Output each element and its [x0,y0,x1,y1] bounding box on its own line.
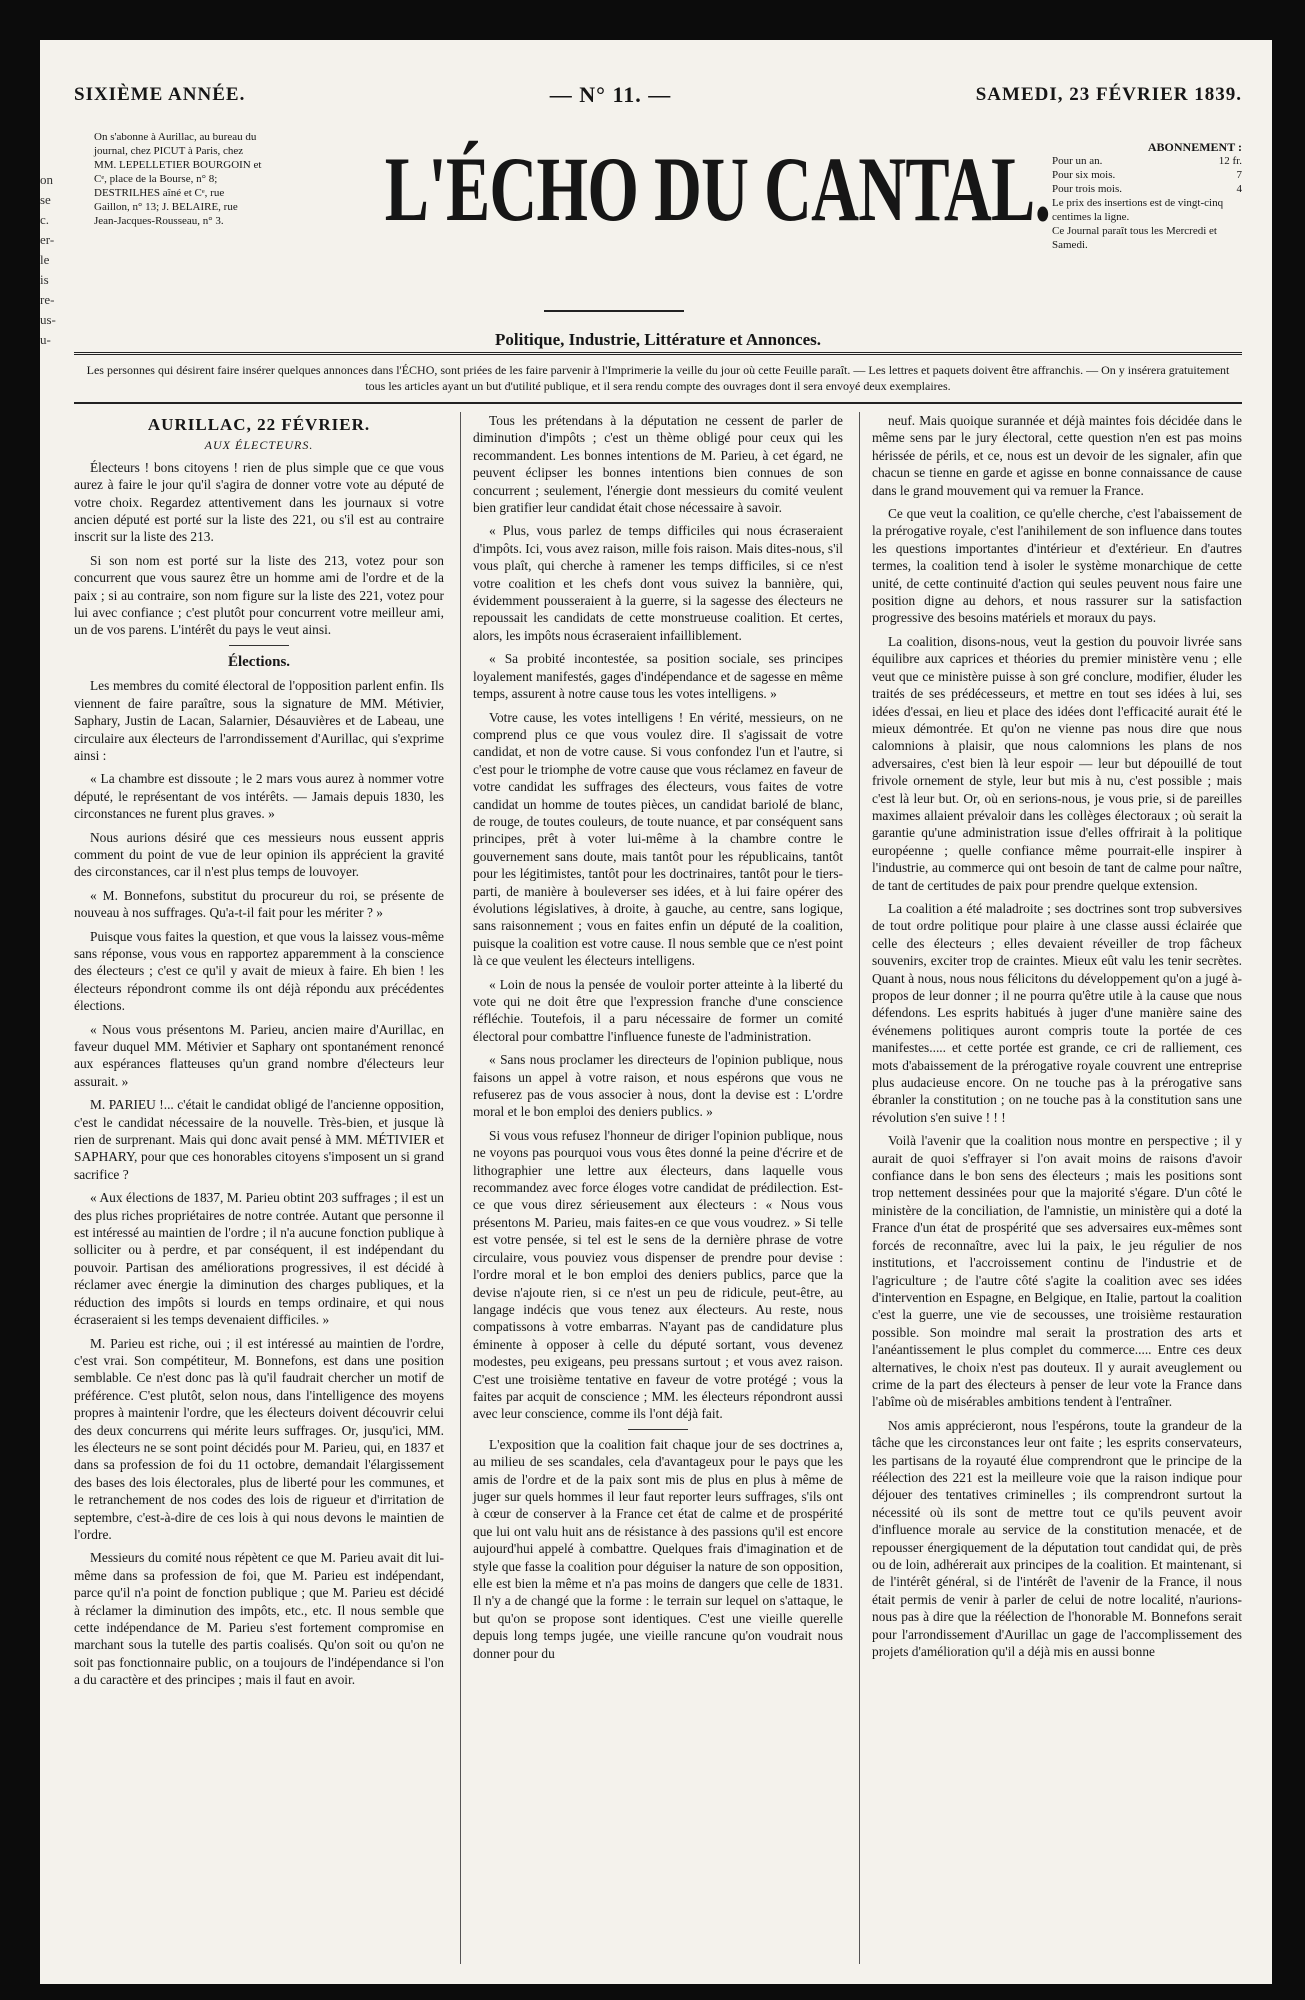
edge-line: u- [40,332,51,347]
paragraph: « Loin de nous la pensée de vouloir porter atteinte à la liberté du vote qui ne doit être que l'expression franche d'une conscience réfléchie. Toutefois, il a paru nécessaire de former un comité électoral pour combattre l'influence funeste de l'administration. [473,976,843,1044]
paragraph: Voilà l'avenir que la coalition nous montre en perspective ; il y aurait de quoi s'effrayer si l'on avait moins de raisons d'avoir confiance dans le bon sens des électeurs ; mais les positions sont trop nettement dessinées pour que la majorité s'égare. D'un côté le ministère de la conciliation, de l'amnistie, un ministère qui a doté la France d'un état de prospérité que ses adversaires eux-mêmes sont forcés de reconnaître, avec lui la paix, le jeu régulier de nos institutions, et l'accroissement continu de l'industrie et de l'agriculture ; de l'autre côté s'agite la coalition avec ses idées d'intervention en Espagne, en Belgique, en Italie, partout la coalition c'est la guerre, une vie de secousses, une troisième restauration possible. Son moindre mal serait la prostration des arts et l'anéantissement le plus complet du commerce..... Entre ces deux alternatives, le choix n'est pas douteux. Il y aurait aveuglement ou crime de la part des électeurs à penser de leur vote la France dans l'abîme où de misérables ambitions tendent à l'entraîner. [872,1133,1242,1410]
price-value: 4 [1236,183,1242,195]
paragraph: neuf. Mais quoique surannée et déjà maintes fois décidée dans le même sens par le jury électoral, cette question n'en est pas moins hérissée de périls, et ce, nous est un devoir de les signaler, afin que chacun se tienne en garde et agisse en bonne connaissance de cause dans le grand mouvement qui va remuer la France. [872,413,1242,498]
paragraph: Nos amis apprécieront, nous l'espérons, toute la grandeur de la tâche que les circonstances leur ont faite ; les esprits conservateurs, les partisans de la royauté élue comprendront que le principe de la réélection des 221 est la meilleure voie que la raison indique pour déjouer des tentatives criminelles ; ils comprendront surtout la nécessité où ils sont de mettre tout ce qu'ils peuvent avoir d'influence morale au service de la constitution menacée, et de repousser énergiquement de la députation tout candidat qui, de près ou de loin, adhérerait aux principes de la coalition. Et maintenant, si de l'intérêt général, si de l'intérêt de l'avenir de la France, il nous était permis de venir à parler de celui de notre localité, n'aurions-nous pas à dire que la réélection de l'honorable M. Bonnefons serait pour l'arrondissement d'Aurillac un gage de l'accomplissement des projets d'amélioration qu'il a déjà mis en aussi bonne [872,1417,1242,1660]
paragraph: Si son nom est porté sur la liste des 213, votez pour son concurrent que vous saurez être un homme ami de l'ordre et de la paix ; si au contraire, son nom figure sur la liste des 221, votez pour lui avec confiance ; c'est plutôt pour concurrent votre meilleur ami, un de vos parens. L'intérêt du pays le veut ainsi. [74,552,444,638]
section-heading: Élections. [227,653,291,670]
paragraph: Nous aurions désiré que ces messieurs nous eussent appris comment du point de vue de leur opinion ils apprécient la gravité des circonstances, car il n'est plus temps de louvoyer. [74,829,444,880]
column-1 [74,412,444,1964]
paragraph: Ce que veut la coalition, ce qu'elle cherche, c'est l'abaissement de la prérogative royale, c'est l'anihilement de son influence dans toutes les questions importantes d'intérieur et d'extérieur. En d'autres termes, la coalition tend à isoler le système monarchique de cette unité, de cette continuité d'action qui seules peuvent nous faire une position digne au dehors, et nous rassurer sur la satisfaction progressive des besoins matériels et moraux du pays. [872,506,1242,626]
separator [628,1429,688,1430]
insertion-price-note: Le prix des insertions est de vingt-cinq centimes la ligne. [1052,197,1224,223]
price-value: 7 [1236,169,1242,181]
separator [229,645,289,646]
paragraph: Électeurs ! bons citoyens ! rien de plus simple que ce que vous aurez à faire le jour qu'il s'agira de donner votre vote au député de votre choix. Regardez attentivement dans les journaux si votre ancien député est porté sur la liste des 221, ou s'il est au contraire inscrit sur la liste des 213. [74,459,444,545]
newspaper-subtitle: Politique, Industrie, Littérature et Annonces. [495,330,821,349]
paragraph: « Sa probité incontestée, sa position sociale, ses principes loyalement manifestés, gages d'indépendance et de sagesse en même temps, assurent à notre cause tous les votes intelligens. » [473,651,843,702]
price-label: Pour trois mois. [1052,183,1122,195]
article-columns [74,412,1242,1964]
adjacent-page-edge [40,170,74,570]
column-3 [859,412,1242,1964]
paragraph: Messieurs du comité nous répètent ce que M. Parieu avait dit lui-même dans sa profession de foi, que M. Parieu est indépendant, parce qu'il n'a point de fonction publique ; que M. Parieu est décidé à réclamer la diminution des impôts, etc., etc. Il nous semble que cette indépendance de M. Parieu s'est fortement compromise en marchant sous la tutelle des partis coalisés. Qu'on soit ou qu'on ne soit pas fonctionnaire public, on a toujours de l'indépendance si l'on a du caractère et des principes ; mais il faut en avoir. [74,1550,444,1688]
edge-line: le [40,252,50,267]
price-label: Pour un an. [1052,155,1103,167]
edge-line: us- [40,312,56,327]
column-2 [460,412,843,1964]
ornament-rule [544,310,684,312]
paragraph: « La chambre est dissoute ; le 2 mars vous aurez à nommer votre député, le représentant de vos intérêts. — Jamais depuis 1830, les circonstances ne furent plus graves. » [74,771,444,822]
notice-rule [74,402,1242,404]
article-subheading: AUX ÉLECTEURS. [204,438,314,453]
abonnement-heading: ABONNEMENT : [1147,140,1242,154]
paragraph: « Plus, vous parlez de temps difficiles qui nous écraseraient d'impôts. Ici, vous avez raison, mille fois raison. Mais dites-nous, s'il vous plaît, qui cherche à ramener les temps difficiles, si ce n'est votre coalition et les chefs dont vous suivez la bannière, qui, évidemment pousseraient à la guerre, si la sagesse des électeurs ne repoussait les candidats de cette monstrueuse coalition. Et certes, alors, les impôts nous écraseraient infailliblement. [473,523,843,643]
paragraph: L'exposition que la coalition fait chaque jour de ses doctrines a, au milieu de ses scandales, cela d'avantageux pour le pays que les amis de l'ordre et de la paix sont mis de plus en plus à même de juger sur quels hommes il leur faut reporter leurs suffrages, s'ils ont à cœur de conserver à la France cet état de calme et de prospérité que lui ont valu huit ans de résistance à des passions qu'il est encore aujourd'hui appelé à combattre. Quelques frais d'imagination et de style que fasse la coalition pour déguiser la nature de son opposition, elle est bien la même et n'a pas moins de dangers que celle de 1831. Il n'y a de changé que la forme : le terrain sur lequel on s'attaque, le but qu'on se propose sont identiques. C'est une vieille querelle depuis long temps jugée, une vieille rancune qu'on voudrait nous donner pour du [473,1436,843,1661]
subscription-prices [1052,140,1242,252]
paragraph: « Sans nous proclamer les directeurs de l'opinion publique, nous faisons un appel à votre raison, et nous espérons que vous ne refuserez pas de vous associer à nous, dont la devise est : L'ordre moral et le bon emploi des deniers publics. » [473,1052,843,1120]
edge-line: re- [40,292,55,307]
issue-year: SIXIÈME ANNÉE. [74,84,246,105]
subscription-info: On s'abonne à Aurillac, au bureau du journal, chez PICUT à Paris, chez MM. LEPELLETIER BOURGOIN et Cᵉ, place de la Bourse, n° 8; DESTRILHES aîné et Cᵉ, rue Gaillon, n° 13; J. BELAIRE, rue Jean-Jacques-Rousseau, n° 3. [94,131,262,227]
paragraph: Tous les prétendans à la députation ne cessent de parler de diminution d'impôts ; c'est un thème obligé pour ceux qui les recommandent. Les bonnes intentions de M. Parieu, à cet égard, ne peuvent éclipser les bonnes intentions bien connues de son concurrent ; seulement, l'énergie dont messieurs du comité veulent bien gratifier leur candidat était chose nécessaire à savoir. [473,413,843,516]
edge-line: is [40,272,49,287]
edge-line: c. [40,212,50,227]
paragraph: M. PARIEU !... c'était le candidat obligé de l'ancienne opposition, c'est le candidat nécessaire de la nouvelle. Très-bien, et jusque là rien de surprenant. Mais qui donc avait pensé à MM. MÉTIVIER et SAPHARY, pour que ces honorables citoyens s'imposent un si grand sacrifice ? [74,1097,444,1182]
paragraph: « Aux élections de 1837, M. Parieu obtint 203 suffrages ; il est un des plus riches propriétaires de notre contrée. Autant que personne il est intéressé au maintien de l'ordre ; il n'a aucune fonction publique à solliciter ou à perdre, et par conséquent, il est indépendant du pouvoir. Partisan des améliorations progressives, il est décidé à réclamer avec énergie la diminution des charges publiques, et la réduction des impôts si lourds en temps ordinaire, et qui nous écraseraient si les temps devenaient difficiles. » [74,1190,444,1328]
paragraph: La coalition a été maladroite ; ses doctrines sont trop subversives de tout ordre politique pour plaire à une classe aussi éclairée que celle des électeurs ; elles devaient réveiller de trop fâcheux souvenirs, exciter trop de craintes. Mieux eût valu les tenir secrètes. Quant à nous, nous nous félicitons du développement qu'on a jugé à-propos de leur donner ; il ne pourra qu'être utile à la cause que nous défendons. Les esprits habitués à juger d'une manière saine des événemens politiques auront compris toute la portée de ces manifestes..... et cette portée est grande, ce cri de ralliement, ces mots d'abaissement de la prérogative royale couvrent une entreprise plus audacieuse encore. On ne touche pas à la prérogative sans ébranler la constitution ; on ne touche pas à la constitution sans une révolution s'en suive ! ! ! [872,900,1242,1125]
publication-days-note: Ce Journal paraît tous les Mercredi et Samedi. [1052,225,1217,251]
paragraph: Puisque vous faites la question, et que vous la laissez vous-même sans réponse, vous vous en rapportez apparemment à la conscience des électeurs ; c'est ce qu'il y avait de mieux à faire. Eh bien ! les électeurs répondront comme ils ont déjà répondu aux précédentes élections. [74,928,444,1014]
advertising-notice: Les personnes qui désirent faire insérer quelques annonces dans l'ÉCHO, sont priées de les faire parvenir à l'Imprimerie la veille du jour où cette Feuille paraît. — Les lettres et paquets doivent être affranchis. — On y insérera gratuitement tous les articles ayant un but d'utilité publique, et il sera rendu compte des ouvrages dont il sera envoyé deux exemplaires. [86,363,1230,393]
edge-line: on [40,172,53,187]
paragraph: « Nous vous présentons M. Parieu, ancien maire d'Aurillac, en faveur duquel MM. Métivier et Saphary ont spontanément renoncé aux espérances flatteuses qu'un grand nombre d'électeurs leur assurait. » [74,1021,444,1089]
issue-line [74,82,1242,108]
paragraph: La coalition, disons-nous, veut la gestion du pouvoir livrée sans équilibre aux caprices et théories du premier ministère venu ; elle veut que ce ministère puisse à son gré conclure, modifier, éluder les traités de ses prédécesseurs, et mettre en tout ses idées à lui, ses idées d'essai, en lieu et place des idées dont l'efficacité aurait été le mieux démontrée. Et qu'on ne vienne pas nous dire que nous calomnions à plaisir, que nous calomnions les plans de nos adversaires, c'est bien là leur espoir — leur but dépouillé de tout frivole ornement de style, leur but mis à nu, c'est possible ; mais c'est là leur but. Or, où en serions-nous, je vous prie, si de pareilles maximes allaient prévaloir dans les collèges électoraux ; où serait la garantie qu'une administration issue d'elles offrirait à la politique européenne ; quelle confiance même pourrait-elle inspirer à l'industrie, au commerce qui ont besoin de tant de calme pour naître, de tant de certitudes de paix pour prendre quelque extension. [872,633,1242,893]
dateline: AURILLAC, 22 FÉVRIER. [147,415,371,434]
paragraph: « M. Bonnefons, substitut du procureur du roi, se présente de nouveau à nos suffrages. Qu'a-t-il fait pour les mériter ? » [74,887,444,921]
price-label: Pour six mois. [1052,169,1116,181]
edge-line: er- [40,232,55,247]
paragraph: Les membres du comité électoral de l'opposition parlent enfin. Ils viennent de faire paraître, sous la signature de MM. Métivier, Saphary, Justin de Lacan, Salarnier, Désauvières et de Labeau, une circulaire aux électeurs de l'arrondissement d'Aurillac, qui s'exprime ainsi : [74,678,444,763]
paragraph: Si vous vous refusez l'honneur de diriger l'opinion publique, nous ne voyons pas pourquoi vous vous êtes donné la peine d'écrire et de lithographier une lettre aux électeurs, dans laquelle vous recommandez avec force éloges votre candidat de prédilection. Est-ce que vous direz sérieusement aux électeurs : « Nous vous présentons M. Parieu, mais faites-en ce que vous voudrez. » Si telle est votre pensée, si tel est le sens de la dernière phrase de votre circulaire, vous pouviez vous dispenser de prendre pour devise : l'ordre moral et le bon emploi des deniers publics, parce que la devise n'ajoute rien, si ce n'est un peu de ridicule, peut-être, au langage indécis que vous tenez aux électeurs. Au reste, nous compatissons à votre embarras. N'ayant pas de candidature plus éminente à opposer à celle du député sortant, vous devenez modestes, peu exigeans, peu pressans surtout ; et vous avez raison. C'est une troisième tentative en faveur de votre protégé ; vous la faites par acquit de conscience ; MM. les électeurs répondront aussi avec leur conscience, comme ils l'ont déjà fait. [473,1127,843,1422]
newspaper-page [40,40,1272,1984]
newspaper-title: L'ÉCHO DU CANTAL. [384,138,1051,240]
issue-date: SAMEDI, 23 FÉVRIER 1839. [975,84,1242,105]
price-row [1052,168,1242,182]
masthead [74,130,1242,349]
edge-line: se [40,192,51,207]
header-rule [74,352,1242,355]
price-value: 12 fr. [1218,155,1242,167]
price-row [1052,182,1242,196]
issue-number: — N° 11. — [549,82,672,107]
paragraph: M. Parieu est riche, oui ; il est intéressé au maintien de l'ordre, c'est vrai. Son compétiteur, M. Bonnefons, est dans une position semblable. Ce n'est donc pas là qu'il faudrait chercher un motif de préférence. C'est plutôt, selon nous, dans l'intelligence des moyens propres à maintenir l'ordre, que les électeurs doivent découvrir celui des deux concurrens qui mérite leurs suffrages. Or, jusqu'ici, MM. les électeurs ne se sont point décidés pour M. Parieu, qui, en 1837 et dans sa profession de foi du 11 octobre, demandait l'élargissement des bases des lois électorales, plus de liberté pour les communes, et le retranchement de nos codes des lois de rigueur et d'irritation de septembre, c'est-à-dire de ces lois à qui nous devons le maintien de l'ordre. [74,1335,444,1542]
price-row [1052,154,1242,168]
paragraph: Votre cause, les votes intelligens ! En vérité, messieurs, on ne comprend plus ce que vous voulez dire. Il s'agissait de votre candidat, et non de votre cause. Si vous confondez l'un et l'autre, si c'est pour le triomphe de votre cause que vous réclamez en faveur de votre candidat les suffrages des électeurs, vous faites de votre candidat un homme de toutes pièces, un candidat bariolé de blanc, de rouge, de toutes couleurs, de toute nuance, et par conséquent sans principes, prêt à voter lui-même à la chambre contre le gouvernement sans doute, mais tantôt pour les républicains, tantôt pour les légitimistes, tantôt pour les doctrinaires, tantôt pour le tiers-parti, de manière à bouleverser ses idées, et à lui faire opérer des évolutions législatives, à droite, à gauche, au centre, sans logique, sans raisonnement ; vous en faites enfin un député de la coalition, puisque la coalition est votre cause. Il nous semble que ce n'est point là ce que veulent les électeurs intelligens. [473,709,843,969]
